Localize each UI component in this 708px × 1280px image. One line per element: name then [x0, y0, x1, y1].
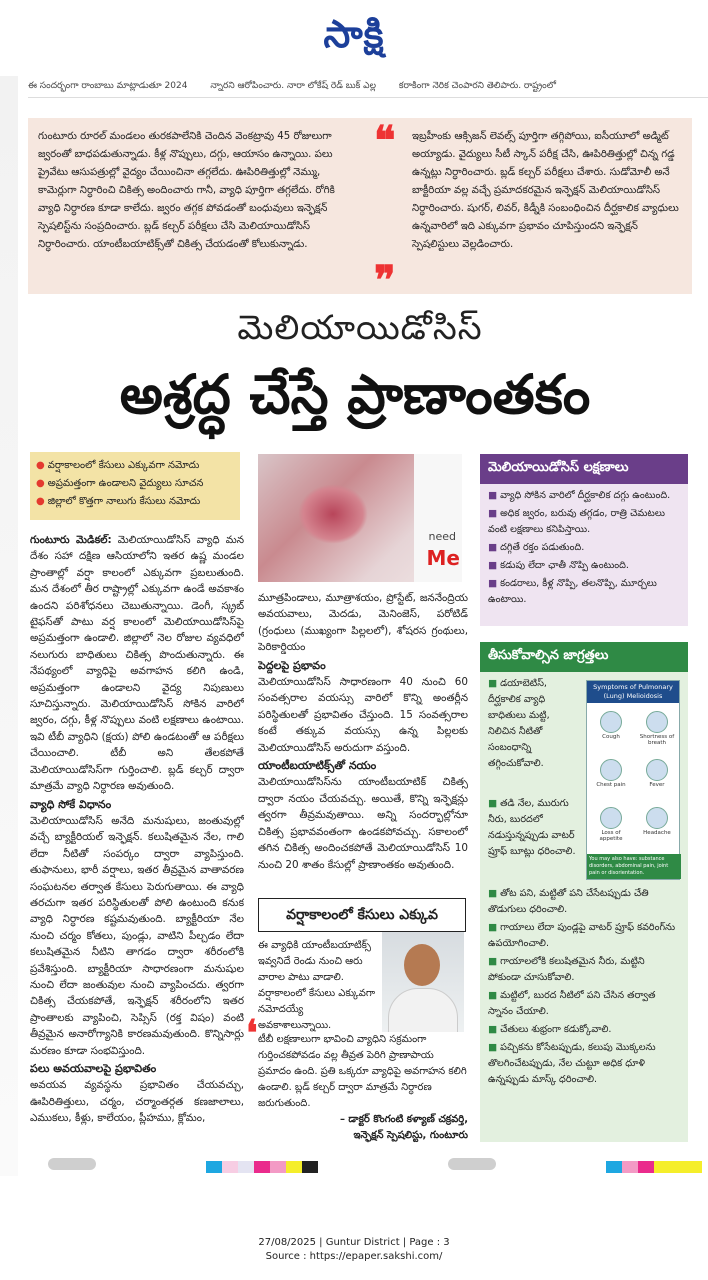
square-bullet-icon: ■ — [488, 990, 498, 1001]
article-paragraph: మెలియాయిడోసిస్‌ను యాంటీబయాటిక్ చికిత్స ద్వారా నయం చేయవచ్చు. అయితే, కొన్ని ఇన్ఫెక్షన్లు త్వరగా తీవ్రమవుతాయి. అన్ని సందర్భాల్లోనూ చికిత్స ప్రభావవంతంగా ఉండకపోవచ్చు. సకాలంలో తగిన చికిత్స అందించకపోతే మెలియాయిడోసిస్ 10 నుంచి 20 శాతం కేసుల్లో ప్రాణాంతకం అవుతుంది. — [258, 776, 468, 871]
square-bullet-icon: ■ — [488, 578, 498, 589]
square-bullet-icon: ■ — [488, 1024, 498, 1035]
square-bullet-icon: ■ — [488, 560, 498, 571]
infographic-fever: Fever — [637, 759, 677, 788]
masthead — [0, 0, 708, 76]
section-heading: పలు అవయవాలపై ప్రభావితం — [30, 1062, 157, 1075]
symptom-item: ■ వ్యాధి సోకిన వారిలో దీర్ఘకాలిక దగ్గు ఉంటుంది. — [488, 490, 671, 501]
ticker-strip — [28, 76, 708, 98]
symptoms-title: మెలియాయిడోసిస్ లక్షణాలు — [480, 454, 688, 484]
bullet-icon: ● — [36, 478, 45, 489]
expert-heading: వర్షాకాలంలో కేసులు ఎక్కువ — [258, 898, 466, 932]
highlights-box — [30, 452, 240, 520]
article-paragraph: మూత్రపిండాలు, మూత్రాశయం, ప్రోస్టేట్, జననేంద్రియ అవయవాలు, మెదడు, మెనింజెస్, పరోటిడ్ (గ్రంధులు (ముఖ్యంగా పిల్లలలో), శోషరస గ్రంథులు, పెరికార్డియం — [258, 592, 468, 654]
open-quote-icon: ❝ — [374, 117, 396, 164]
symptom-item: ■ దగ్గితే రక్తం పడుతుంది. — [488, 542, 585, 553]
doctor-head — [404, 944, 440, 986]
infographic-chest-pain: Chest pain — [591, 759, 631, 788]
infographic-headache: Headache — [637, 807, 677, 836]
square-bullet-icon: ■ — [488, 490, 498, 501]
lesion-graphic — [298, 484, 368, 544]
headline-main: అశ్రద్ధ చేస్తే ప్రాణాంతకం — [119, 363, 591, 426]
footer-date-line: 27/08/2025 | Guntur District | Page : 3 — [258, 1237, 450, 1248]
section-heading: యాంటీబయాటిక్స్‌తో నయం — [258, 759, 377, 773]
precaution-item: ■ తడి నేల, మురుగు నీరు, బురదలో నడుస్తున్నప్పుడు వాటర్ ప్రూఫ్ బూట్లు ధరించాలి. — [488, 798, 576, 857]
symptom-item: ■ కండరాలు, కీళ్ల నొప్పి, తలనొప్పి, మూర్చలు ఉంటాయి. — [488, 578, 657, 605]
newspaper-logo: సాక్షి — [323, 12, 385, 56]
headline-kicker: మెలియాయిడోసిస్ — [237, 308, 483, 348]
skin-lesion-photo — [258, 454, 462, 582]
infographic-footer: You may also have: substance disorders, abdominal pain, joint pain or disorientation. — [587, 854, 681, 879]
case-study-right: ఇబ్రహీంకు ఆక్సిజన్ లెవల్స్ పూర్తిగా తగ్గిపోయి, ఐసీయూలో అడ్మిట్ అయ్యాడు. వైద్యులు సీటీ స్కాన్ పరీక్ష చేసి, ఊపిరితిత్తుల్లో చిన్న గడ్డ ఉన్నట్లు నిర్ధారించారు. బ్లడ్ కల్చర్ పరీక్షలు చేశారు. సుడోమోలీ అనే బాక్టీరియా వల్ల వచ్చే ప్రమాదకరమైన ఇన్ఫెక్షన్ మెలియాయిడోసిస్ నిర్ధారించారు. షుగర్, లివర్, కిడ్నీకి సంబంధించిన దీర్ఘకాలిక వ్యాధులు ఉన్నవారిలో ఇది ఎక్కువగా ప్రభావం చూపిస్తుందని ఇన్ఫెక్షన్ స్పెషలిస్టులు వెల్లడించారు. — [412, 131, 679, 250]
article-paragraph: మెలియాయిడోసిస్ అనేది మనుషులు, జంతువుల్లో వచ్చే బ్యాక్టీరియల్ ఇన్ఫెక్షన్. కలుషితమైన నేల, గాలి లేదా నీటితో సంపర్కం ద్వారా వ్యాపిస్తుంది. తుఫానులు, భారీ వర్షాలు, ఇతర తీవ్రమైన వాతావరణ సంఘటనల తర్వాత కేసులు పెరుగుతాయి. ఈ వ్యాధి తరచుగా ఇతర పరిస్థితులతో పోలి ఉంటుంది కనుక వ్యాధి నిర్ధారణ కష్టమవుతుంది. బ్యాక్టీరియా నేల నుంచి చర్మం కోతలు, పుండ్లు, వాటిని పీల్చడం లేదా కలుషితమైన నీటిని తాగడం ద్వారా శరీరంలోకి ప్రవేశిస్తుంది. బ్యాక్టీరియా సాధారణంగా మనుషుల నుంచి లేదా జంతువుల నుంచి వ్యాపించదు. త్వరగా చికిత్స చేయకపోతే, ఇన్ఫెక్షన్ శరీరంలోని ఇతర ప్రాంతాలకు వ్యాపించి, సెప్సిస్ (రక్త విషం) వంటి తీవ్రమైన అనారోగ్యానికి కారణమవుతుంది. కొన్నిసార్లు మరణం కూడా సంభవిస్తుంది. — [30, 814, 244, 1057]
ticker-item: ఈ సందర్భంగా రాంబాబు మాట్లాడుతూ 2024 — [28, 81, 188, 91]
expert-signature — [258, 1112, 468, 1144]
infographic-title: Symptoms of Pulmonary (Lung) Melioidosis — [587, 681, 679, 703]
article-column-1 — [30, 532, 244, 1164]
square-bullet-icon: ■ — [488, 542, 498, 553]
person-icon — [600, 759, 622, 781]
close-quote-icon: ❞ — [374, 257, 396, 304]
precaution-item: ■ డయాబెటిస్, దీర్ఘకాలిక వ్యాధి బాధితులు మట్టి, నిలిచిన నీటితో సంబంధాన్ని తగ్గించుకోవాలి. — [488, 678, 550, 769]
case-study-box — [28, 117, 692, 304]
bullet-icon: ● — [36, 460, 45, 471]
square-bullet-icon: ■ — [488, 798, 498, 809]
doctor-photo — [382, 932, 464, 1032]
precaution-item: ■ తోట పని, మట్టితో పని చేసేటప్పుడు చేతి తొడుగులు ధరించాలి. — [488, 888, 649, 915]
article-column-2 — [258, 590, 468, 882]
page-footer — [0, 1236, 708, 1264]
square-bullet-icon: ■ — [488, 508, 498, 519]
infographic-breath: Shortness of breath — [637, 711, 677, 746]
doctor-coat — [388, 988, 458, 1032]
article-paragraph: గుంటూరు మెడికల్: మెలియాయిడోసిస్ వ్యాధి మన దేశం సహా దక్షిణ ఆసియాలోని ఇతర ఉష్ణ మండల ప్రాంతాల్లో వర్షా కాలంలో ఎక్కువగా ప్రబలుతుంది. మన దేశంలో తీర రాష్ట్రాల్లో ఎక్కువగా ఉండే అవకాశం ఉందని పరిశోధనలు చెబుతున్నాయి. డెంగీ, స్క్రబ్ టైఫస్‌తో పాటు వర్ష కాలంలో మెలియాయిడోసిస్‌పై అప్రమత్తంగా ఉండాలి. జిల్లాలో నెల రోజుల వ్యవధిలో నలుగురు బాధితులు చికిత్స పొందుతున్నారు. ఈ నేపథ్యంలో వ్యాధిపై అవగాహన కలిగి ఉండి, అప్రమత్తంగా ఉండాలని వైద్య నిపుణులు సూచిస్తున్నారు. మెలియాయిడోసిస్ సోకిన వారిలో జ్వరం, దగ్గు, కీళ్ల నొప్పులు వంటి లక్షణాలు ఉంటాయి. ఇవి టీబీ వ్యాధిని (క్షయ) పోలి ఉండటంతో ఆ పరీక్షలు చేయించాలి. టీబీ అని తేలకపోతే మెలియాయిడోసిస్‌గా గుర్తించాలి. బ్లడ్ కల్చర్ ద్వారా మాత్రమే వ్యాధి నిర్ధారణ అవుతుంది. — [30, 534, 244, 793]
symptom-item: ■ కడుపు లేదా ఛాతీ నొప్పి ఉంటుంది. — [488, 560, 629, 571]
square-bullet-icon: ■ — [488, 678, 498, 689]
highlight-item: ● జిల్లాలో కొత్తగా నాలుగు కేసులు నమోదు — [36, 496, 201, 507]
precaution-item: ■ గాయాలలోకి కలుషితమైన నీరు, మట్టిని పోకుండా చూసుకోవాలి. — [488, 956, 645, 983]
article-paragraph: అవయవ వ్యవస్థను ప్రభావితం చేయవచ్చు, ఊపిరితిత్తులు, చర్మం, చర్మాంతర్గత కణజాలాలు, ఎముకలు, కీళ్లు, కాలేయం, ప్లీహము, క్లోమం, — [30, 1079, 244, 1125]
symptom-item: ■ అధిక జ్వరం, బరువు తగ్గడం, రాత్రి చెమటలు వంటి లక్షణాలు కనిపిస్తాయి. — [488, 508, 665, 535]
thermometer-icon — [646, 759, 668, 781]
section-heading: వ్యాధి సోకే విధానం — [30, 797, 112, 811]
square-bullet-icon: ■ — [488, 1042, 498, 1053]
highlight-item: ● వర్షాకాలంలో కేసులు ఎక్కువగా నమోదు — [36, 460, 200, 471]
person-icon — [646, 807, 668, 829]
signature-title: ఇన్ఫెక్షన్ స్పెషలిస్టు, గుంటూరు — [353, 1130, 468, 1141]
symptoms-infographic — [586, 680, 680, 880]
quote-icon: ❛ — [246, 1012, 258, 1054]
registration-mark — [48, 1158, 96, 1170]
square-bullet-icon: ■ — [488, 922, 498, 933]
infographic-cough: Cough — [591, 711, 631, 740]
highlight-item: ● అప్రమత్తంగా ఉండాలని వైద్యులు సూచన — [36, 478, 204, 489]
person-icon — [646, 711, 668, 733]
square-bullet-icon: ■ — [488, 888, 498, 899]
section-heading: పెద్దలపై ప్రభావం — [258, 658, 326, 672]
bullet-icon: ● — [36, 496, 45, 507]
color-bar — [206, 1158, 318, 1170]
person-icon — [600, 807, 622, 829]
person-icon — [600, 711, 622, 733]
expert-quote-2: టీబీ లక్షణాలుగా భావించి వ్యాధిని సక్రమంగా గుర్తించకపోవడం వల్ల తీవ్రత పెరిగి ప్రాణాపాయ ప్రమాదం ఉంది. ప్రతి ఒక్కరూ వ్యాధిపై అవగాహన కలిగి ఉండాలి. బ్లడ్ కల్చర్ ద్వారా మాత్రమే నిర్ధారణ జరుగుతుంది. — [258, 1034, 467, 1109]
dateline: గుంటూరు మెడికల్: — [30, 534, 112, 546]
symptoms-list — [480, 484, 688, 614]
ticker-item: న్నారని ఆరోపించారు. నారా లోకేష్ రెడ్ బుక్ ఎల్ల — [210, 81, 376, 91]
symptoms-box — [480, 454, 688, 626]
photo-caption-text: Me — [426, 546, 460, 570]
precautions-title: తీసుకోవాల్సిన జాగ్రత్తలు — [480, 642, 688, 672]
precaution-item: ■ పచ్చికను కోసేటప్పుడు, కలుపు మొక్కలను తొలగించేటప్పుడు, నేల చుట్టూ అధిక ధూళి ఉన్నప్పుడు మాస్క్ ధరించాలి. — [488, 1042, 656, 1085]
expert-quote-1: ఈ వ్యాధికి యాంటీబయాటిక్స్ ఇవ్వనిదే రెండు నుంచి ఆరు వారాల పాటు వాడాలి. వర్షాకాలంలో కేసులు ఎక్కువగా నమోదయ్యే అవకాశాలున్నాయి. — [258, 940, 376, 1031]
color-bar — [606, 1158, 702, 1170]
precaution-item: ■ గాయాలు లేదా పుండ్లపై వాటర్ ప్రూఫ్ కవరింగ్‌ను ఉపయోగించాలి. — [488, 922, 676, 949]
case-study-left: గుంటూరు రూరల్ మండలం తురకపాలేనికి చెందిన వెంకట్రావు 45 రోజులుగా జ్వరంతో బాధపడుతున్నాడు. కీళ్ల నొప్పులు, దగ్గు, ఆయాసం ఉన్నాయి. పలు ప్రైవేటు ఆసుపత్రుల్లో వైద్యం చేయించినా తగ్గలేదు. ఊపిరితిత్తుల్లో నెమ్ము, కామెర్లుగా నిర్ధారించి చికిత్స అందించారు గానీ, వ్యాధి పూర్తిగా తగ్గలేదు. రోగికి వ్యాధి నిర్ధారణ కూడా కాలేదు. జ్వరం తగ్గక పోవడంతో బంధువులు ఇన్ఫెక్షన్ స్పెషలిస్ట్‌ను సంప్రదించారు. బ్లడ్ కల్చర్ పరీక్షలు చేసి మెలియాయిడోసిస్ నిర్ధారించారు. యాంటీబయాటిక్స్‌తో చికిత్స చేయడంతో కోలుకున్నాడు. — [38, 131, 335, 250]
ticker-item: కరాకింగా నెరిక చెంపారని తెలిపారు. రాష్ట్రంలో — [398, 81, 556, 91]
photo-caption-text: need — [428, 530, 456, 543]
footer-source-link[interactable]: Source : https://epaper.sakshi.com/ — [265, 1251, 443, 1262]
registration-mark — [448, 1158, 496, 1170]
precaution-item: ■ మట్టిలో, బురద నీటిలో పని చేసిన తర్వాత స్నానం చేయాలి. — [488, 990, 656, 1017]
page-margin-strip — [0, 76, 18, 1176]
square-bullet-icon: ■ — [488, 956, 498, 967]
precaution-item: ■ చేతులు శుభ్రంగా కడుక్కోవాలి. — [488, 1024, 612, 1035]
infographic-appetite: Loss of appetite — [591, 807, 631, 842]
article-paragraph: మెలియాయిడోసిస్ సాధారణంగా 40 నుంచి 60 సంవత్సరాల వయస్సు వారిలో కొన్ని అంతర్లీన పరిస్థితులతో ప్రభావితం చేస్తుంది. 15 సంవత్సరాల కంటే తక్కువ వయస్సు ఉన్న పిల్లలకు మెలియాయిడోసిస్ అరుదుగా వస్తుంది. — [258, 676, 468, 754]
signature-name: – డాక్టర్ కొంగంటి కళ్యాణ్ చక్రవర్తి, — [339, 1114, 468, 1125]
